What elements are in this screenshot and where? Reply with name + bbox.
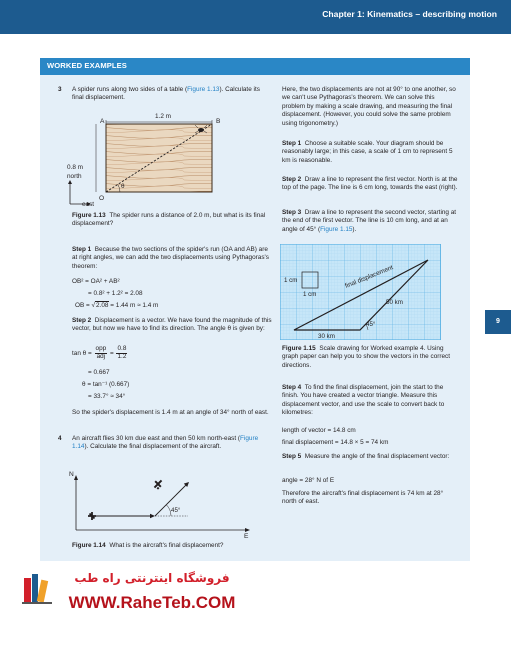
- watermark-url[interactable]: WWW.RaheTeb.COM: [68, 593, 236, 612]
- equation-1: OB² = OA² + AB²: [72, 278, 120, 285]
- figure-1-13-link[interactable]: Figure 1.13: [187, 86, 220, 93]
- page-number-tab: 9: [485, 310, 511, 334]
- length-of-vector: length of vector = 14.8 cm: [282, 427, 356, 434]
- point-a-label: A: [100, 118, 105, 125]
- example-3-question: A spider runs along two sides of a table (Figure 1.13). Calculate its final displacement.: [72, 86, 260, 102]
- watermark-persian: فروشگاه اینترنتی راه طب: [74, 571, 230, 585]
- example-3-conclusion: So the spider's displacement is 1.4 m at an angle of 34° north of east.: [72, 409, 269, 416]
- north-label: north: [67, 173, 82, 180]
- scale-bottom-label: 1 cm: [303, 291, 317, 298]
- equation-tan: tan θ = $\frac{\text{opp}}{\text{adj}}$ = $\frac{0.8}{1.2}$: [72, 345, 127, 360]
- figure-1-14-link[interactable]: Figure 1.14: [72, 435, 259, 451]
- example-4-step-4: Step 4 To find the final displacement, join the start to the finish. You have created a vector triangle. Measure this displacement vector, and use the scale to convert back to kilometres:: [282, 384, 445, 417]
- chapter-title: Chapter 1: Kinematics – describing motion: [322, 9, 497, 19]
- aircraft-start-icon: [88, 512, 96, 520]
- example-4-question: An aircraft flies 30 km due east and then 50 km north-east (Figure 1.14). Calculate the final displacement of the aircraft.: [72, 435, 259, 451]
- example-4-step-1: Step 1 Choose a suitable scale. Your diagram should be reasonably large; in this case, a scale of 1 cm to represent 5 km is reasonable.: [282, 140, 453, 164]
- equation-5: = 0.667: [88, 369, 110, 376]
- width-label: 1.2 m: [155, 113, 171, 120]
- final-displacement-line: final displacement = 14.8 × 5 = 74 km: [282, 439, 389, 446]
- equation-2: = 0.8² + 1.2² = 2.08: [88, 290, 143, 297]
- figure-1-14-diagram: [66, 466, 266, 538]
- figure-1-15-caption: Figure 1.15 Scale drawing for Worked example 4. Using graph paper can help you to show the vectors in the correct directions.: [282, 345, 451, 369]
- point-o-label: O: [99, 195, 105, 202]
- e-label: E: [244, 533, 249, 538]
- example-4-step-3: Step 3 Draw a line to represent the second vector, starting at the end of the first vector. The line is 10 cm long, and at an angle of 45° (Figure 1.15).: [282, 209, 457, 233]
- angle-line: angle = 28° N of E: [282, 477, 335, 484]
- example-4-conclusion: Therefore the aircraft's final displacement is 74 km at 28° north of east.: [282, 490, 444, 506]
- books-logo-icon: [18, 568, 58, 608]
- angle-45-label: 45°: [171, 507, 181, 514]
- example-3-step-2: Step 2 Displacement is a vector. We have found the magnitude of this vector, but now we have to find its direction. The angle θ is given by:: [72, 317, 272, 333]
- n-label: N: [69, 471, 74, 478]
- example-3-number: 3: [58, 86, 62, 93]
- example-4-step-2: Step 2 Draw a line to represent the first vector. North is at the top of the page. The line is 6 cm long, towards the east (right).: [282, 176, 458, 192]
- example-4-step-5: Step 5 Measure the angle of the final displacement vector:: [282, 453, 450, 460]
- theta-label: θ: [121, 183, 125, 190]
- figure-1-15-diagram: [280, 244, 441, 340]
- equation-6: θ = tan⁻¹ (0.667): [82, 381, 130, 388]
- east-label: east: [82, 201, 95, 208]
- point-b-label: B: [216, 118, 221, 125]
- example-4-number: 4: [58, 435, 62, 442]
- height-label: 0.8 m: [67, 164, 83, 171]
- fig15-angle-label: 45°: [366, 321, 376, 328]
- equation-7: = 33.7° ≈ 34°: [88, 393, 126, 400]
- fig15-50km-label: 50 km: [386, 299, 403, 306]
- fig15-final-label: final displacement: [344, 264, 395, 290]
- worked-examples-label: WORKED EXAMPLES: [47, 61, 127, 70]
- figure-1-13-caption: Figure 1.13 The spider runs a distance of 2.0 m, but what is its final displacement?: [72, 212, 266, 228]
- equation-3: OB = √2.08 = 1.44 m ≈ 1.4 m: [75, 302, 159, 309]
- fig15-30km-label: 30 km: [318, 333, 335, 340]
- scale-side-label: 1 cm: [284, 277, 298, 284]
- example-4-intro: Here, the two displacements are not at 90° to one another, so we can't use Pythagoras's theorem. We can solve this problem by making a scale drawing, and measuring the final displacement. (However, you could solve the same problem using trigonometry.): [282, 86, 456, 127]
- example-3-step-1: Step 1 Because the two sections of the spider's run (OA and AB) are at right angles, we can add the two displacements using Pythagoras's theorem:: [72, 246, 269, 270]
- figure-1-15-link[interactable]: Figure 1.15: [320, 225, 353, 233]
- figure-1-14-caption: Figure 1.14 What is the aircraft's final displacement?: [72, 542, 224, 549]
- aircraft-end-icon: [152, 478, 165, 491]
